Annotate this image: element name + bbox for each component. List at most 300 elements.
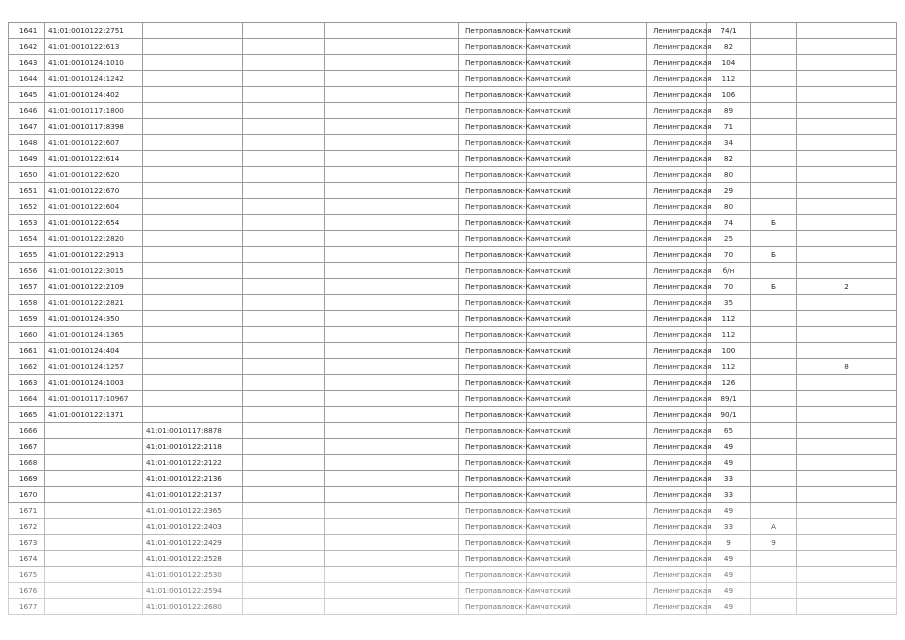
empty-cell bbox=[325, 183, 459, 199]
empty-cell bbox=[325, 343, 459, 359]
empty-cell bbox=[325, 103, 459, 119]
building-letter-cell: Б bbox=[751, 215, 797, 231]
empty-cell bbox=[325, 519, 459, 535]
row-number-cell: 1656 bbox=[9, 263, 45, 279]
row-number-cell: 1672 bbox=[9, 519, 45, 535]
city-cell: Петропавловск-Камчатский bbox=[459, 439, 527, 455]
empty-cell bbox=[325, 231, 459, 247]
table-row bbox=[9, 455, 897, 471]
cadastral-number-cell: 41:01:0010122:2821 bbox=[45, 295, 143, 311]
row-number-cell: 1648 bbox=[9, 135, 45, 151]
empty-cell bbox=[325, 71, 459, 87]
cadastral-number-alt-cell bbox=[143, 151, 243, 167]
street-cell: Ленинградская bbox=[647, 39, 707, 55]
row-number-cell: 1676 bbox=[9, 583, 45, 599]
apartment-cell bbox=[797, 439, 897, 455]
house-number-cell: 49 bbox=[707, 551, 751, 567]
cadastral-number-cell bbox=[45, 439, 143, 455]
building-letter-cell bbox=[751, 103, 797, 119]
city-cell: Петропавловск-Камчатский bbox=[459, 583, 527, 599]
table-row bbox=[9, 23, 897, 39]
row-number-cell: 1670 bbox=[9, 487, 45, 503]
table-row bbox=[9, 471, 897, 487]
house-number-cell: 29 bbox=[707, 183, 751, 199]
building-letter-cell bbox=[751, 23, 797, 39]
house-number-cell: 90/1 bbox=[707, 407, 751, 423]
city-cell: Петропавловск-Камчатский bbox=[459, 599, 527, 615]
cadastral-number-cell: 41:01:0010122:2820 bbox=[45, 231, 143, 247]
city-cell: Петропавловск-Камчатский bbox=[459, 183, 527, 199]
apartment-cell bbox=[797, 567, 897, 583]
cadastral-number-alt-cell bbox=[143, 279, 243, 295]
city-cell: Петропавловск-Камчатский bbox=[459, 519, 527, 535]
city-cell: Петропавловск-Камчатский bbox=[459, 55, 527, 71]
table-row bbox=[9, 551, 897, 567]
cadastral-number-alt-cell bbox=[143, 295, 243, 311]
cadastral-number-alt-cell bbox=[143, 311, 243, 327]
apartment-cell bbox=[797, 231, 897, 247]
empty-cell bbox=[325, 23, 459, 39]
apartment-cell bbox=[797, 39, 897, 55]
row-number-cell: 1668 bbox=[9, 455, 45, 471]
apartment-cell bbox=[797, 583, 897, 599]
apartment-cell bbox=[797, 327, 897, 343]
street-cell: Ленинградская bbox=[647, 87, 707, 103]
empty-cell bbox=[325, 39, 459, 55]
table-row bbox=[9, 199, 897, 215]
house-number-cell: 49 bbox=[707, 599, 751, 615]
empty-cell bbox=[243, 151, 325, 167]
row-number-cell: 1644 bbox=[9, 71, 45, 87]
cadastral-number-cell: 41:01:0010117:10967 bbox=[45, 391, 143, 407]
empty-cell bbox=[243, 311, 325, 327]
row-number-cell: 1675 bbox=[9, 567, 45, 583]
empty-cell bbox=[243, 327, 325, 343]
table-row bbox=[9, 519, 897, 535]
city-cell: Петропавловск-Камчатский bbox=[459, 279, 527, 295]
city-cell: Петропавловск-Камчатский bbox=[459, 327, 527, 343]
row-number-cell: 1671 bbox=[9, 503, 45, 519]
table-row bbox=[9, 151, 897, 167]
cadastral-number-cell bbox=[45, 599, 143, 615]
city-cell: Петропавловск-Камчатский bbox=[459, 23, 527, 39]
apartment-cell bbox=[797, 151, 897, 167]
cadastral-number-alt-cell bbox=[143, 39, 243, 55]
house-number-cell: 71 bbox=[707, 119, 751, 135]
empty-cell bbox=[243, 263, 325, 279]
row-number-cell: 1655 bbox=[9, 247, 45, 263]
street-cell: Ленинградская bbox=[647, 519, 707, 535]
empty-cell bbox=[243, 439, 325, 455]
empty-cell bbox=[243, 55, 325, 71]
table-row bbox=[9, 439, 897, 455]
row-number-cell: 1661 bbox=[9, 343, 45, 359]
row-number-cell: 1662 bbox=[9, 359, 45, 375]
table-row bbox=[9, 391, 897, 407]
house-number-cell: 49 bbox=[707, 503, 751, 519]
empty-cell bbox=[325, 295, 459, 311]
building-letter-cell bbox=[751, 391, 797, 407]
house-number-cell: 112 bbox=[707, 327, 751, 343]
empty-cell bbox=[243, 71, 325, 87]
table-row bbox=[9, 247, 897, 263]
empty-cell bbox=[243, 343, 325, 359]
apartment-cell bbox=[797, 423, 897, 439]
cadastral-number-cell bbox=[45, 519, 143, 535]
cadastral-number-cell bbox=[45, 567, 143, 583]
row-number-cell: 1673 bbox=[9, 535, 45, 551]
apartment-cell bbox=[797, 375, 897, 391]
street-cell: Ленинградская bbox=[647, 583, 707, 599]
cadastral-number-cell: 41:01:0010122:2109 bbox=[45, 279, 143, 295]
cadastral-number-cell: 41:01:0010122:1371 bbox=[45, 407, 143, 423]
apartment-cell bbox=[797, 487, 897, 503]
building-letter-cell bbox=[751, 55, 797, 71]
empty-cell bbox=[325, 455, 459, 471]
row-number-cell: 1641 bbox=[9, 23, 45, 39]
empty-cell bbox=[325, 311, 459, 327]
cadastral-number-alt-cell: 41:01:0010122:2680 bbox=[143, 599, 243, 615]
cadastral-number-cell: 41:01:0010122:620 bbox=[45, 167, 143, 183]
apartment-cell: 2 bbox=[797, 279, 897, 295]
cadastral-number-alt-cell bbox=[143, 359, 243, 375]
cadastral-number-cell bbox=[45, 551, 143, 567]
street-cell: Ленинградская bbox=[647, 247, 707, 263]
city-cell: Петропавловск-Камчатский bbox=[459, 407, 527, 423]
empty-cell bbox=[243, 135, 325, 151]
cadastral-number-alt-cell bbox=[143, 375, 243, 391]
building-letter-cell bbox=[751, 599, 797, 615]
city-cell: Петропавловск-Камчатский bbox=[459, 87, 527, 103]
cadastral-number-alt-cell bbox=[143, 199, 243, 215]
cadastral-number-alt-cell bbox=[143, 343, 243, 359]
city-cell: Петропавловск-Камчатский bbox=[459, 471, 527, 487]
city-cell: Петропавловск-Камчатский bbox=[459, 503, 527, 519]
building-letter-cell bbox=[751, 135, 797, 151]
street-cell: Ленинградская bbox=[647, 487, 707, 503]
street-cell: Ленинградская bbox=[647, 167, 707, 183]
street-cell: Ленинградская bbox=[647, 71, 707, 87]
apartment-cell bbox=[797, 535, 897, 551]
house-number-cell: 49 bbox=[707, 567, 751, 583]
empty-cell bbox=[243, 407, 325, 423]
empty-cell bbox=[325, 407, 459, 423]
house-number-cell: 74/1 bbox=[707, 23, 751, 39]
city-cell: Петропавловск-Камчатский bbox=[459, 135, 527, 151]
row-number-cell: 1674 bbox=[9, 551, 45, 567]
house-number-cell: 49 bbox=[707, 439, 751, 455]
house-number-cell: 82 bbox=[707, 39, 751, 55]
city-cell: Петропавловск-Камчатский bbox=[459, 423, 527, 439]
cadastral-number-alt-cell bbox=[143, 103, 243, 119]
empty-cell bbox=[325, 503, 459, 519]
cadastral-number-cell: 41:01:0010122:607 bbox=[45, 135, 143, 151]
row-number-cell: 1659 bbox=[9, 311, 45, 327]
row-number-cell: 1650 bbox=[9, 167, 45, 183]
city-cell: Петропавловск-Камчатский bbox=[459, 247, 527, 263]
city-cell: Петропавловск-Камчатский bbox=[459, 551, 527, 567]
empty-cell bbox=[243, 231, 325, 247]
empty-cell bbox=[325, 391, 459, 407]
city-cell: Петропавловск-Камчатский bbox=[459, 391, 527, 407]
house-number-cell: 80 bbox=[707, 199, 751, 215]
street-cell: Ленинградская bbox=[647, 151, 707, 167]
cadastral-number-cell: 41:01:0010122:604 bbox=[45, 199, 143, 215]
row-number-cell: 1654 bbox=[9, 231, 45, 247]
house-number-cell: 65 bbox=[707, 423, 751, 439]
cadastral-number-cell: 41:01:0010122:654 bbox=[45, 215, 143, 231]
table-row bbox=[9, 343, 897, 359]
cadastral-number-alt-cell bbox=[143, 71, 243, 87]
street-cell: Ленинградская bbox=[647, 599, 707, 615]
house-number-cell: 82 bbox=[707, 151, 751, 167]
city-cell: Петропавловск-Камчатский bbox=[459, 263, 527, 279]
city-cell: Петропавловск-Камчатский bbox=[459, 215, 527, 231]
cadastral-number-alt-cell: 41:01:0010122:2528 bbox=[143, 551, 243, 567]
empty-cell bbox=[325, 135, 459, 151]
empty-cell bbox=[243, 359, 325, 375]
cadastral-number-cell bbox=[45, 455, 143, 471]
empty-cell bbox=[325, 199, 459, 215]
house-number-cell: 70 bbox=[707, 279, 751, 295]
street-cell: Ленинградская bbox=[647, 295, 707, 311]
row-number-cell: 1660 bbox=[9, 327, 45, 343]
table-row bbox=[9, 535, 897, 551]
empty-cell bbox=[243, 295, 325, 311]
building-letter-cell bbox=[751, 343, 797, 359]
building-letter-cell: Б bbox=[751, 247, 797, 263]
building-letter-cell bbox=[751, 583, 797, 599]
table-row bbox=[9, 327, 897, 343]
table-row bbox=[9, 295, 897, 311]
street-cell: Ленинградская bbox=[647, 263, 707, 279]
house-number-cell: 126 bbox=[707, 375, 751, 391]
table-row bbox=[9, 71, 897, 87]
table-row bbox=[9, 279, 897, 295]
row-number-cell: 1651 bbox=[9, 183, 45, 199]
building-letter-cell bbox=[751, 359, 797, 375]
table-row bbox=[9, 215, 897, 231]
house-number-cell: 33 bbox=[707, 519, 751, 535]
cadastral-number-alt-cell bbox=[143, 215, 243, 231]
city-cell: Петропавловск-Камчатский bbox=[459, 39, 527, 55]
cadastral-number-alt-cell bbox=[143, 119, 243, 135]
street-cell: Ленинградская bbox=[647, 231, 707, 247]
apartment-cell bbox=[797, 519, 897, 535]
empty-cell bbox=[243, 103, 325, 119]
apartment-cell bbox=[797, 503, 897, 519]
cadastral-number-cell bbox=[45, 583, 143, 599]
empty-cell bbox=[243, 39, 325, 55]
street-cell: Ленинградская bbox=[647, 199, 707, 215]
street-cell: Ленинградская bbox=[647, 455, 707, 471]
house-number-cell: 104 bbox=[707, 55, 751, 71]
street-cell: Ленинградская bbox=[647, 119, 707, 135]
row-number-cell: 1666 bbox=[9, 423, 45, 439]
house-number-cell: 35 bbox=[707, 295, 751, 311]
cadastral-number-cell bbox=[45, 423, 143, 439]
city-cell: Петропавловск-Камчатский bbox=[459, 295, 527, 311]
cadastral-number-cell: 41:01:0010122:2751 bbox=[45, 23, 143, 39]
empty-cell bbox=[243, 551, 325, 567]
apartment-cell bbox=[797, 199, 897, 215]
empty-cell bbox=[325, 215, 459, 231]
street-cell: Ленинградская bbox=[647, 183, 707, 199]
apartment-cell: 8 bbox=[797, 359, 897, 375]
cadastral-number-cell: 41:01:0010124:1003 bbox=[45, 375, 143, 391]
cadastral-number-alt-cell bbox=[143, 23, 243, 39]
cadastral-number-alt-cell bbox=[143, 183, 243, 199]
empty-cell bbox=[325, 247, 459, 263]
cadastral-number-alt-cell: 41:01:0010122:2403 bbox=[143, 519, 243, 535]
row-number-cell: 1663 bbox=[9, 375, 45, 391]
city-cell: Петропавловск-Камчатский bbox=[459, 311, 527, 327]
street-cell: Ленинградская bbox=[647, 327, 707, 343]
street-cell: Ленинградская bbox=[647, 23, 707, 39]
row-number-cell: 1649 bbox=[9, 151, 45, 167]
apartment-cell bbox=[797, 119, 897, 135]
street-cell: Ленинградская bbox=[647, 343, 707, 359]
apartment-cell bbox=[797, 71, 897, 87]
row-number-cell: 1677 bbox=[9, 599, 45, 615]
cadastral-number-alt-cell bbox=[143, 167, 243, 183]
empty-cell bbox=[325, 327, 459, 343]
apartment-cell bbox=[797, 263, 897, 279]
empty-cell bbox=[243, 535, 325, 551]
apartment-cell bbox=[797, 215, 897, 231]
cadastral-number-cell: 41:01:0010124:1365 bbox=[45, 327, 143, 343]
empty-cell bbox=[243, 599, 325, 615]
empty-cell bbox=[325, 87, 459, 103]
empty-cell bbox=[243, 455, 325, 471]
empty-cell bbox=[325, 535, 459, 551]
building-letter-cell bbox=[751, 183, 797, 199]
empty-cell bbox=[325, 279, 459, 295]
table-row bbox=[9, 567, 897, 583]
city-cell: Петропавловск-Камчатский bbox=[459, 343, 527, 359]
table-row bbox=[9, 119, 897, 135]
street-cell: Ленинградская bbox=[647, 375, 707, 391]
house-number-cell: 33 bbox=[707, 471, 751, 487]
row-number-cell: 1642 bbox=[9, 39, 45, 55]
cadastral-number-alt-cell: 41:01:0010122:2137 bbox=[143, 487, 243, 503]
street-cell: Ленинградская bbox=[647, 55, 707, 71]
city-cell: Петропавловск-Камчатский bbox=[459, 167, 527, 183]
cadastral-number-cell: 41:01:0010124:402 bbox=[45, 87, 143, 103]
street-cell: Ленинградская bbox=[647, 391, 707, 407]
apartment-cell bbox=[797, 247, 897, 263]
building-letter-cell bbox=[751, 503, 797, 519]
cadastral-number-alt-cell bbox=[143, 247, 243, 263]
cadastral-number-cell: 41:01:0010124:1010 bbox=[45, 55, 143, 71]
street-cell: Ленинградская bbox=[647, 135, 707, 151]
cadastral-number-cell: 41:01:0010124:350 bbox=[45, 311, 143, 327]
table-row bbox=[9, 39, 897, 55]
cadastral-number-alt-cell bbox=[143, 135, 243, 151]
building-letter-cell bbox=[751, 167, 797, 183]
cadastral-number-alt-cell: 41:01:0010122:2122 bbox=[143, 455, 243, 471]
street-cell: Ленинградская bbox=[647, 103, 707, 119]
building-letter-cell: 9 bbox=[751, 535, 797, 551]
building-letter-cell bbox=[751, 263, 797, 279]
empty-cell bbox=[243, 23, 325, 39]
building-letter-cell bbox=[751, 487, 797, 503]
cadastral-number-alt-cell: 41:01:0010122:2530 bbox=[143, 567, 243, 583]
table-row bbox=[9, 503, 897, 519]
city-cell: Петропавловск-Камчатский bbox=[459, 151, 527, 167]
row-number-cell: 1653 bbox=[9, 215, 45, 231]
street-cell: Ленинградская bbox=[647, 359, 707, 375]
empty-cell bbox=[243, 199, 325, 215]
cadastral-number-alt-cell: 41:01:0010117:8878 bbox=[143, 423, 243, 439]
city-cell: Петропавловск-Камчатский bbox=[459, 231, 527, 247]
apartment-cell bbox=[797, 87, 897, 103]
empty-cell bbox=[243, 87, 325, 103]
house-number-cell: 9 bbox=[707, 535, 751, 551]
empty-cell bbox=[243, 471, 325, 487]
cadastral-number-alt-cell bbox=[143, 87, 243, 103]
registry-table bbox=[8, 22, 897, 615]
empty-cell bbox=[243, 519, 325, 535]
row-number-cell: 1646 bbox=[9, 103, 45, 119]
house-number-cell: 112 bbox=[707, 71, 751, 87]
empty-cell bbox=[325, 375, 459, 391]
street-cell: Ленинградская bbox=[647, 503, 707, 519]
street-cell: Ленинградская bbox=[647, 407, 707, 423]
building-letter-cell: Б bbox=[751, 279, 797, 295]
table-row bbox=[9, 135, 897, 151]
apartment-cell bbox=[797, 295, 897, 311]
row-number-cell: 1658 bbox=[9, 295, 45, 311]
registry-sheet bbox=[8, 22, 896, 615]
building-letter-cell bbox=[751, 455, 797, 471]
house-number-cell: б/н bbox=[707, 263, 751, 279]
house-number-cell: 25 bbox=[707, 231, 751, 247]
row-number-cell: 1667 bbox=[9, 439, 45, 455]
street-cell: Ленинградская bbox=[647, 439, 707, 455]
cadastral-number-alt-cell bbox=[143, 407, 243, 423]
city-cell: Петропавловск-Камчатский bbox=[459, 455, 527, 471]
street-cell: Ленинградская bbox=[647, 215, 707, 231]
cadastral-number-alt-cell bbox=[143, 55, 243, 71]
city-cell: Петропавловск-Камчатский bbox=[459, 199, 527, 215]
house-number-cell: 49 bbox=[707, 583, 751, 599]
house-number-cell: 49 bbox=[707, 455, 751, 471]
apartment-cell bbox=[797, 103, 897, 119]
cadastral-number-alt-cell bbox=[143, 231, 243, 247]
table-row bbox=[9, 103, 897, 119]
street-cell: Ленинградская bbox=[647, 471, 707, 487]
cadastral-number-cell: 41:01:0010122:614 bbox=[45, 151, 143, 167]
apartment-cell bbox=[797, 343, 897, 359]
cadastral-number-alt-cell: 41:01:0010122:2136 bbox=[143, 471, 243, 487]
empty-cell bbox=[243, 215, 325, 231]
table-row bbox=[9, 167, 897, 183]
street-cell: Ленинградская bbox=[647, 423, 707, 439]
building-letter-cell bbox=[751, 231, 797, 247]
empty-cell bbox=[243, 375, 325, 391]
table-row bbox=[9, 87, 897, 103]
table-row bbox=[9, 487, 897, 503]
apartment-cell bbox=[797, 55, 897, 71]
cadastral-number-alt-cell: 41:01:0010122:2365 bbox=[143, 503, 243, 519]
table-row bbox=[9, 55, 897, 71]
empty-cell bbox=[243, 279, 325, 295]
city-cell: Петропавловск-Камчатский bbox=[459, 487, 527, 503]
table-row bbox=[9, 359, 897, 375]
street-cell: Ленинградская bbox=[647, 551, 707, 567]
table-row bbox=[9, 407, 897, 423]
